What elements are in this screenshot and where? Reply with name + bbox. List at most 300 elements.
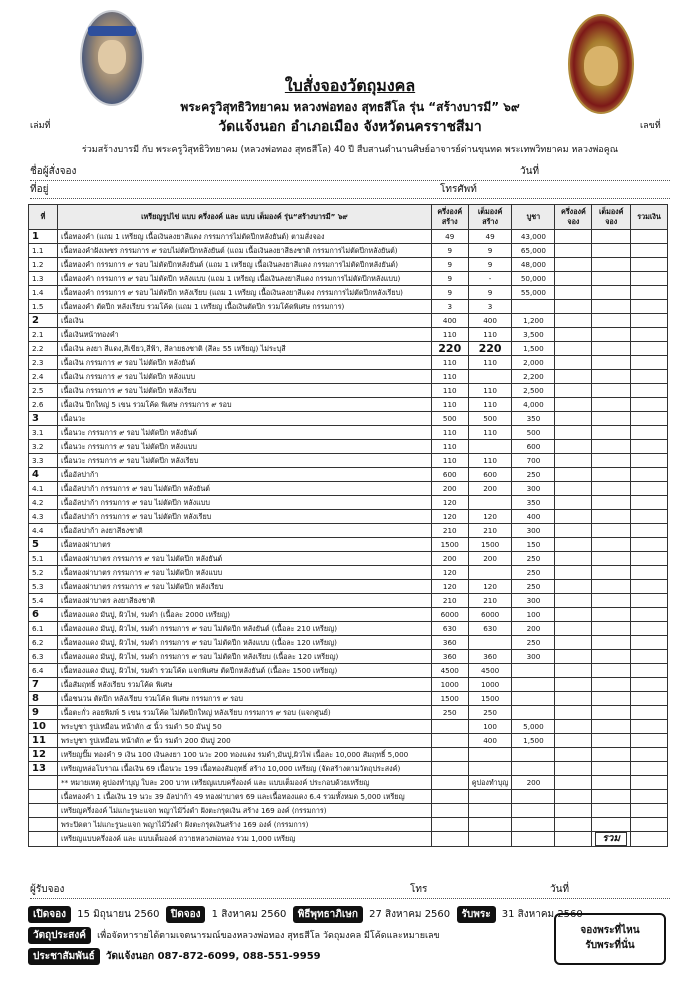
table-row [29,650,668,664]
row-half-order[interactable] [555,230,592,244]
row-full-order[interactable] [592,552,631,566]
row-full-made: 9 [468,258,512,272]
row-price: 700 [512,454,555,468]
row-half-made [431,832,468,847]
row-description: เนื้อทองคำ กรรมการ ๙ รอบ ไม่ตัดปีก หลังเรียบ (แถม 1 เหรียญ เนื้อเงินลงยาสีแดง กรรมการไม่ตัดปีกหลังเรียบ) [58,286,432,300]
row-half-order[interactable] [555,748,592,762]
table-row [29,580,668,594]
row-full-made: 3 [468,300,512,314]
receiver-phone-label: โทร [410,882,430,897]
table-row [29,706,668,720]
table-row [29,454,668,468]
row-half-order[interactable] [555,272,592,286]
row-number: 3.2 [29,440,58,454]
row-full-made: 1500 [468,692,512,706]
row-description: เนื้อทองคำ กรรมการ ๙ รอบ ไม่ตัดปีก หลังแบบ (แถม 1 เหรียญ เนื้อเงินลงยาสีแดง กรรมการไม่ตัดปีกหลังแบบ) [58,272,432,286]
row-price: 300 [512,524,555,538]
row-total[interactable] [631,538,668,552]
row-total[interactable] [631,370,668,384]
table-row [29,636,668,650]
row-half-order[interactable] [555,622,592,636]
row-half-order[interactable] [555,818,592,832]
row-full-order[interactable] [592,804,631,818]
row-description: เนื้ออัลปาก้า ลงยาสีธงชาติ [58,524,432,538]
row-description: เนื้อทองฝาบาตร [58,538,432,552]
pr-text: วัดแจ้งนอก 087-872-6099, 088-551-9959 [105,951,321,962]
row-full-order[interactable] [592,230,631,244]
row-full-order[interactable] [592,622,631,636]
row-full-order[interactable] [592,468,631,482]
row-total[interactable] [631,692,668,706]
table-row [29,762,668,776]
row-total[interactable] [631,328,668,342]
table-row [29,678,668,692]
order-table [28,204,668,847]
table-row [29,482,668,496]
close-date: 1 สิงหาคม 2560 [211,909,287,920]
row-full-made: 9 [468,286,512,300]
row-total[interactable] [631,244,668,258]
row-description: เนื้อทองฝาบาตร ลงยาสีธงชาติ [58,594,432,608]
row-total[interactable] [631,776,668,790]
row-full-order[interactable] [592,356,631,370]
row-half-order[interactable] [555,538,592,552]
row-description: เนื้อทองคำ กรรมการ ๙ รอบ ไม่ตัดปีกหลังยันต์ (แถม 1 เหรียญ เนื้อเงินลงยาสีแดง กรรมการไม่ตัดปีกหลังยันต์) [58,258,432,272]
table-row [29,412,668,426]
row-full-made [468,790,512,804]
row-half-order[interactable] [555,664,592,678]
col-description: เหรียญรูปไข่ แบบ ครึ่งองค์ และ แบบ เต็มองค์ รุ่น“สร้างบารมี” ๖๙ [58,205,432,230]
row-total[interactable] [631,230,668,244]
row-half-order[interactable] [555,356,592,370]
row-full-order[interactable] [592,426,631,440]
row-half-made [431,748,468,762]
row-full-made [468,496,512,510]
row-half-order[interactable] [555,300,592,314]
row-full-made: 49 [468,230,512,244]
row-number: 13 [29,762,58,776]
row-total[interactable] [631,748,668,762]
row-price [512,678,555,692]
row-total[interactable] [631,720,668,734]
monk-portrait [98,40,126,74]
row-number [29,776,58,790]
row-full-order[interactable] [592,608,631,622]
row-full-made: 9 [468,244,512,258]
customer-name-field[interactable] [30,166,670,181]
row-total[interactable] [631,594,668,608]
row-full-order[interactable] [592,790,631,804]
table-row [29,398,668,412]
row-half-made [431,818,468,832]
row-description: เหรียญปั๊ม ทองคำ 9 เงิน 100 เงินลงยา 100 นวะ 200 ทองแดง รมดำ,มันปู,ผิวไฟ เนื้อละ 10,000 สัมฤทธิ์ 5,000 [58,748,432,762]
row-full-made [468,818,512,832]
table-row [29,342,668,356]
row-full-order[interactable] [592,678,631,692]
row-half-order[interactable] [555,328,592,342]
table-row [29,790,668,804]
row-description: พระบูชา รูปเหมือน หน้าตัก ๙ นิ้ว รมดำ 200 มันปู 200 [58,734,432,748]
receiver-date-label: วันที่ [550,882,572,897]
row-full-made: - [468,272,512,286]
row-full-made [468,804,512,818]
row-total[interactable] [631,706,668,720]
row-price: 400 [512,510,555,524]
row-description: พระปิดตา ไม่แกะรูนะแจก พญาไม้วิ่งดำ ฝังตะกรุดเงินสร้าง 169 องค์ (กรรมการ) [58,818,432,832]
table-row [29,370,668,384]
row-number: 1.3 [29,272,58,286]
row-price: 250 [512,552,555,566]
row-half-made [431,762,468,776]
ceremony-badge: พิธีพุทธาภิเษก [293,906,363,923]
row-total[interactable] [631,580,668,594]
row-number: 1.4 [29,286,58,300]
row-half-order[interactable] [555,692,592,706]
row-number: 2.5 [29,384,58,398]
receiver-label: ผู้รับจอง [30,882,67,897]
table-row [29,748,668,762]
row-half-order[interactable] [555,342,592,356]
row-description: เนื้อทองฝาบาตร กรรมการ ๙ รอบ ไม่ตัดปีก หลังเรียบ [58,580,432,594]
row-number: 4.1 [29,482,58,496]
row-number: 6 [29,608,58,622]
row-half-made: 9 [431,272,468,286]
row-full-made [468,566,512,580]
row-full-made [468,762,512,776]
row-price: 250 [512,468,555,482]
row-full-order[interactable] [592,762,631,776]
row-total[interactable] [631,496,668,510]
row-number: 7 [29,678,58,692]
row-half-order[interactable] [555,706,592,720]
table-row [29,314,668,328]
row-half-made [431,790,468,804]
row-half-order[interactable] [555,440,592,454]
row-half-made: 360 [431,636,468,650]
row-price: 250 [512,636,555,650]
row-total[interactable] [631,300,668,314]
row-half-order[interactable] [555,398,592,412]
receiver-field[interactable] [30,884,670,899]
row-full-order[interactable] [592,566,631,580]
table-row [29,818,668,832]
row-price: 500 [512,426,555,440]
row-full-order[interactable] [592,496,631,510]
row-full-made: 110 [468,454,512,468]
row-total[interactable] [631,804,668,818]
row-full-order[interactable] [592,636,631,650]
row-full-order[interactable] [592,314,631,328]
row-full-order[interactable] [592,272,631,286]
row-total[interactable] [631,314,668,328]
row-half-made: 110 [431,426,468,440]
row-half-made [431,804,468,818]
row-total[interactable] [631,636,668,650]
row-number: 3.1 [29,426,58,440]
table-row [29,356,668,370]
row-half-order[interactable] [555,790,592,804]
row-full-order[interactable] [592,706,631,720]
row-half-order[interactable] [555,566,592,580]
row-half-order[interactable] [555,636,592,650]
row-half-order[interactable] [555,524,592,538]
table-row [29,300,668,314]
purpose-row [28,927,548,944]
row-half-order[interactable] [555,482,592,496]
row-description: เนื้อเงินหน้าทองคำ [58,328,432,342]
table-row [29,468,668,482]
row-full-order[interactable] [592,734,631,748]
row-half-made: 110 [431,398,468,412]
row-total[interactable] [631,566,668,580]
row-total[interactable] [631,818,668,832]
row-full-order[interactable] [592,370,631,384]
row-total[interactable] [631,790,668,804]
row-number: 4.3 [29,510,58,524]
row-full-made: 4500 [468,664,512,678]
row-number: 4.2 [29,496,58,510]
col-total: รวมเงิน [631,205,668,230]
row-number: 2.2 [29,342,58,356]
row-half-order[interactable] [555,678,592,692]
row-full-made: 6000 [468,608,512,622]
close-badge: ปิดจอง [166,906,206,923]
row-total[interactable] [631,356,668,370]
row-price [512,692,555,706]
row-full-order[interactable] [592,440,631,454]
table-row [29,692,668,706]
row-half-made: 110 [431,370,468,384]
row-half-order[interactable] [555,468,592,482]
row-total[interactable] [631,398,668,412]
row-price: 300 [512,594,555,608]
row-total[interactable] [631,650,668,664]
row-full-order[interactable] [592,482,631,496]
row-half-order[interactable] [555,426,592,440]
row-half-made: 630 [431,622,468,636]
row-half-order[interactable] [555,720,592,734]
row-description: เนื้อเงิน ปีกใหญ่ 5 เขน รวมโค้ด พิเศษ กรรมการ ๙ รอบ [58,398,432,412]
row-full-made: 220 [468,342,512,356]
row-total[interactable] [631,664,668,678]
row-total[interactable] [631,734,668,748]
row-half-made: 210 [431,524,468,538]
row-total[interactable] [631,832,668,847]
row-price: 43,000 [512,230,555,244]
medal-band [88,26,136,36]
row-description: เนื้อทองคำ 1 เนื้อเงิน 19 นวะ 39 อัลปาก้า 49 ทองฝาบาตร 69 และเนื้อทองแดง 6.4 รวมทั้งหมด 5,000 เหรียญ [58,790,432,804]
row-half-made: 3 [431,300,468,314]
row-number: 5 [29,538,58,552]
row-half-made: 110 [431,356,468,370]
row-total[interactable] [631,678,668,692]
table-row [29,384,668,398]
header-note: ร่วมสร้างบารมี กับ พระครูวิสุทธิวิทยาคม (หลวงพ่อทอง สุทธสีโล) 40 ปี สืบสานตำนานศิษย์อาจารย์ด่านขุนทด พระเทพวิทยาคม หลวงพ่อคูณ [81,145,619,155]
row-full-order[interactable] [592,748,631,762]
row-total[interactable] [631,454,668,468]
row-half-made: 110 [431,440,468,454]
row-half-order[interactable] [555,650,592,664]
open-badge: เปิดจอง [28,906,71,923]
row-number [29,818,58,832]
row-number: 3 [29,412,58,426]
row-half-order[interactable] [555,734,592,748]
col-full-made: เต็มองค์ สร้าง [468,205,512,230]
row-half-order[interactable] [555,258,592,272]
table-row [29,286,668,300]
row-full-made [468,440,512,454]
row-half-order[interactable] [555,580,592,594]
row-half-order[interactable] [555,510,592,524]
row-total[interactable] [631,762,668,776]
row-half-made: 600 [431,468,468,482]
row-description: เนื้อชนวน ตัดปีก หลังเรียบ รวมโค้ด พิเศษ กรรมการ ๙ รอบ [58,692,432,706]
row-full-order[interactable] [592,286,631,300]
row-total[interactable] [631,510,668,524]
row-full-made: 630 [468,622,512,636]
row-total[interactable] [631,286,668,300]
row-full-made: 110 [468,328,512,342]
row-full-made: 110 [468,426,512,440]
row-total[interactable] [631,608,668,622]
row-price: 250 [512,580,555,594]
row-price: 2,500 [512,384,555,398]
col-price: บูชา [512,205,555,230]
row-half-made: 110 [431,384,468,398]
row-full-order[interactable] [592,384,631,398]
row-description: ** หมายเหตุ คูปองทำบุญ ใบละ 200 บาท เหรียญแบบครึ่งองค์ และ แบบเต็มองค์ ประกอบด้วยเหรียญ [58,776,432,790]
row-half-order[interactable] [555,314,592,328]
row-half-order[interactable] [555,384,592,398]
row-full-order[interactable] [592,454,631,468]
row-total[interactable] [631,440,668,454]
row-description: เนื้อทองฝาบาตร กรรมการ ๙ รอบ ไม่ตัดปีก หลังยันต์ [58,552,432,566]
row-half-order[interactable] [555,804,592,818]
col-half-made: ครึ่งองค์ สร้าง [431,205,468,230]
row-full-order[interactable] [592,832,631,847]
row-total[interactable] [631,552,668,566]
row-half-made: 220 [431,342,468,356]
row-total[interactable] [631,482,668,496]
row-full-order[interactable] [592,524,631,538]
row-number: 6.3 [29,650,58,664]
row-total[interactable] [631,412,668,426]
row-total[interactable] [631,426,668,440]
row-half-order[interactable] [555,412,592,426]
row-number: 4.4 [29,524,58,538]
row-number: 5.2 [29,566,58,580]
row-full-order[interactable] [592,342,631,356]
row-price [512,706,555,720]
row-price [512,832,555,847]
row-full-made: 600 [468,468,512,482]
row-description: เนื้อนวะ กรรมการ ๙ รอบ ไม่ตัดปีก หลังยันต์ [58,426,432,440]
table-row [29,524,668,538]
row-half-order[interactable] [555,776,592,790]
row-price [512,762,555,776]
table-row [29,608,668,622]
table-row [29,776,668,790]
purpose-text: เพื่อจัดหารายได้ตามเจตนารมณ์ของหลวงพ่อทอง สุทธสีโล วัดถุมงคล มีโค้ดและหมายเลข [97,931,440,941]
row-full-order[interactable] [592,818,631,832]
row-half-order[interactable] [555,608,592,622]
row-full-order[interactable] [592,412,631,426]
row-total[interactable] [631,622,668,636]
row-description: เนื้อทองแดง มันปู, ผิวไฟ, รมดำ กรรมการ ๙ รอบ ไม่ตัดปีก หลังยันต์ (เนื้อละ 210 เหรียญ) [58,622,432,636]
row-total[interactable] [631,524,668,538]
row-total[interactable] [631,342,668,356]
row-price [512,300,555,314]
row-half-made: 250 [431,706,468,720]
row-description: เนื้อสัมฤทธิ์ หลังเรียบ รวมโค้ด พิเศษ [58,678,432,692]
row-description: เนื้อนวะ กรรมการ ๙ รอบ ไม่ตัดปีก หลังแบบ [58,440,432,454]
row-half-order[interactable] [555,762,592,776]
row-full-made: 110 [468,356,512,370]
total-label: รวม [595,832,627,846]
row-total[interactable] [631,258,668,272]
row-full-made: 110 [468,384,512,398]
row-full-order[interactable] [592,692,631,706]
row-full-made [468,370,512,384]
row-full-order[interactable] [592,776,631,790]
row-half-order[interactable] [555,832,592,847]
table-row [29,622,668,636]
table-row [29,272,668,286]
table-row [29,230,668,244]
row-half-made: 210 [431,594,468,608]
row-half-made: 1500 [431,538,468,552]
row-price: 2,000 [512,356,555,370]
row-total[interactable] [631,272,668,286]
row-full-order[interactable] [592,328,631,342]
row-half-order[interactable] [555,454,592,468]
row-price: 250 [512,566,555,580]
row-full-order[interactable] [592,664,631,678]
row-half-order[interactable] [555,552,592,566]
row-full-made: 200 [468,482,512,496]
row-price: 65,000 [512,244,555,258]
row-half-order[interactable] [555,496,592,510]
row-full-order[interactable] [592,244,631,258]
row-half-order[interactable] [555,370,592,384]
row-price: 48,000 [512,258,555,272]
row-full-made: 120 [468,580,512,594]
address-field[interactable] [30,184,670,199]
row-full-order[interactable] [592,510,631,524]
row-full-order[interactable] [592,650,631,664]
row-total[interactable] [631,468,668,482]
row-full-order[interactable] [592,538,631,552]
row-description: เนื้อเงิน กรรมการ ๙ รอบ ไม่ตัดปีก หลังยันต์ [58,356,432,370]
row-full-order[interactable] [592,398,631,412]
row-full-order[interactable] [592,258,631,272]
row-half-order[interactable] [555,286,592,300]
row-full-order[interactable] [592,720,631,734]
row-half-made: 4500 [431,664,468,678]
row-number [29,804,58,818]
row-half-made: 200 [431,552,468,566]
row-full-order[interactable] [592,594,631,608]
row-full-order[interactable] [592,300,631,314]
row-description: เนื้อตะกั่ว ลอยพิมพ์ 5 เขน รวมโค้ด ไม่ตัดปีกใหญ่ หลังเรียบ กรรมการ ๙ รอบ (แจกศูนย์) [58,706,432,720]
table-header-row [29,205,668,230]
row-full-made: 1500 [468,538,512,552]
row-half-order[interactable] [555,594,592,608]
row-total[interactable] [631,384,668,398]
address-label: ที่อยู่ [30,182,51,197]
row-half-order[interactable] [555,244,592,258]
row-full-order[interactable] [592,580,631,594]
